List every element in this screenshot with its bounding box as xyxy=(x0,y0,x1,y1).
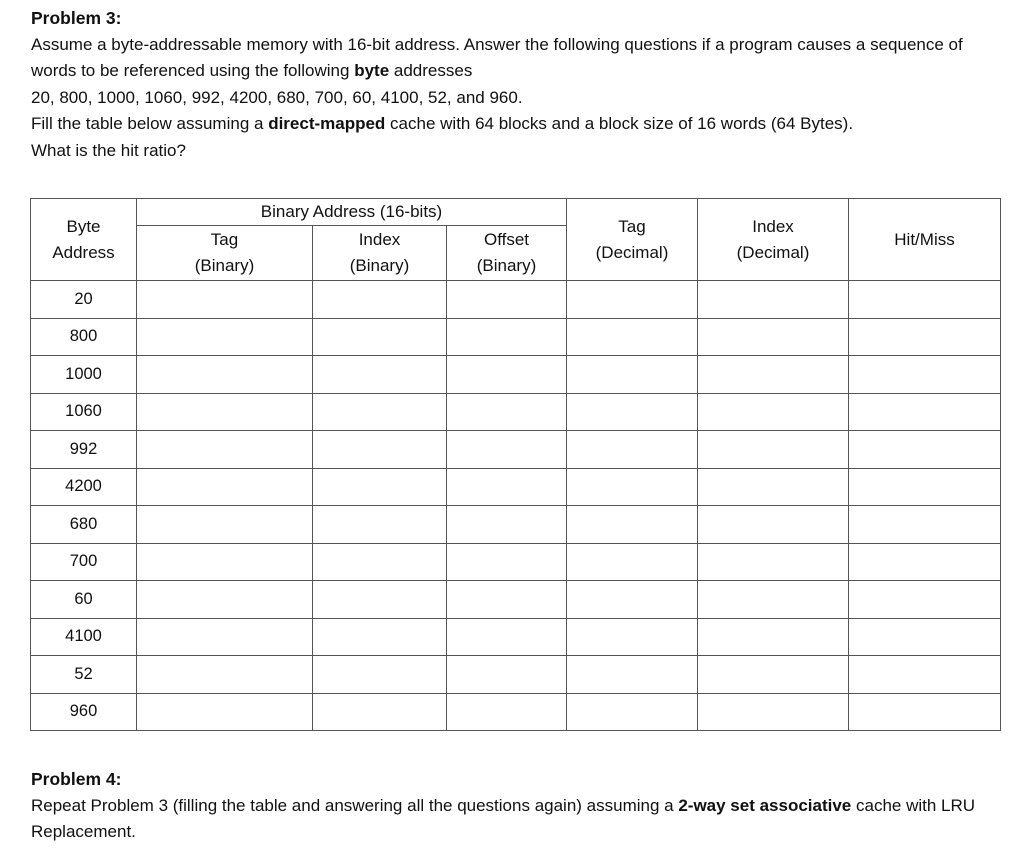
table-row xyxy=(31,356,1001,394)
index-decimal-cell[interactable] xyxy=(698,468,849,506)
tag-binary-header-line1: Tag xyxy=(210,230,239,249)
index-decimal-cell[interactable] xyxy=(698,356,849,394)
fill-text: Fill the table below assuming a xyxy=(31,114,269,133)
index-binary-cell[interactable] xyxy=(313,318,447,356)
hit-miss-cell[interactable] xyxy=(849,506,1001,544)
direct-mapped-emphasis: direct-mapped xyxy=(268,114,386,133)
problem-4-statement xyxy=(31,793,1010,846)
tag-decimal-cell[interactable] xyxy=(567,281,698,319)
byte-address-cell: 960 xyxy=(31,693,137,731)
tag-decimal-cell[interactable] xyxy=(567,656,698,694)
index-binary-cell[interactable] xyxy=(313,468,447,506)
table-row xyxy=(31,431,1001,469)
index-decimal-cell[interactable] xyxy=(698,618,849,656)
hit-miss-cell[interactable] xyxy=(849,281,1001,319)
tag-decimal-cell[interactable] xyxy=(567,393,698,431)
hit-miss-header: Hit/Miss xyxy=(849,199,1001,281)
index-decimal-cell[interactable] xyxy=(698,393,849,431)
table-row xyxy=(31,618,1001,656)
offset-binary-cell[interactable] xyxy=(447,618,567,656)
fill-text-end: cache with 64 blocks and a block size of 16 words (64 Bytes). xyxy=(385,114,854,133)
tag-binary-cell[interactable] xyxy=(137,543,313,581)
index-decimal-cell[interactable] xyxy=(698,318,849,356)
index-binary-cell[interactable] xyxy=(313,656,447,694)
table-row xyxy=(31,506,1001,544)
problem-3-statement xyxy=(31,32,1010,85)
byte-address-cell: 20 xyxy=(31,281,137,319)
tag-decimal-cell[interactable] xyxy=(567,356,698,394)
tag-binary-cell[interactable] xyxy=(137,468,313,506)
byte-address-header-line2: Address xyxy=(52,242,115,262)
fill-instruction xyxy=(31,111,1010,138)
offset-binary-cell[interactable] xyxy=(447,656,567,694)
tag-binary-cell[interactable] xyxy=(137,356,313,394)
index-decimal-header xyxy=(698,199,849,281)
tag-binary-cell[interactable] xyxy=(137,581,313,619)
tag-decimal-cell[interactable] xyxy=(567,581,698,619)
index-decimal-header-line2: (Decimal) xyxy=(736,242,810,262)
table-row xyxy=(31,468,1001,506)
offset-binary-cell[interactable] xyxy=(447,543,567,581)
index-binary-cell[interactable] xyxy=(313,693,447,731)
cache-table-body xyxy=(31,281,1001,731)
tag-decimal-header-line2: (Decimal) xyxy=(595,242,669,262)
tag-decimal-header xyxy=(567,199,698,281)
problem-4 xyxy=(31,766,1010,846)
offset-binary-header xyxy=(447,226,567,281)
tag-decimal-cell[interactable] xyxy=(567,618,698,656)
p4-text-end: cache with LRU Replacement. xyxy=(31,795,976,841)
index-binary-cell[interactable] xyxy=(313,281,447,319)
offset-binary-cell[interactable] xyxy=(447,581,567,619)
problem-3-heading: Problem 3: xyxy=(31,8,122,28)
byte-emphasis: byte xyxy=(354,61,390,80)
table-row xyxy=(31,543,1001,581)
byte-address-header xyxy=(31,199,137,281)
byte-address-cell: 4200 xyxy=(31,468,137,506)
table-row xyxy=(31,693,1001,731)
byte-address-cell: 60 xyxy=(31,581,137,619)
tag-binary-cell[interactable] xyxy=(137,693,313,731)
hit-miss-cell[interactable] xyxy=(849,581,1001,619)
tag-binary-cell[interactable] xyxy=(137,506,313,544)
index-binary-cell[interactable] xyxy=(313,506,447,544)
offset-binary-header-line1: Offset xyxy=(483,230,530,249)
tag-decimal-header-line1: Tag xyxy=(618,216,646,236)
cache-table xyxy=(30,198,1001,731)
offset-binary-cell[interactable] xyxy=(447,506,567,544)
tag-decimal-cell[interactable] xyxy=(567,468,698,506)
tag-binary-cell[interactable] xyxy=(137,618,313,656)
byte-address-header-line1: Byte xyxy=(66,216,101,236)
hit-miss-cell[interactable] xyxy=(849,693,1001,731)
offset-binary-cell[interactable] xyxy=(447,281,567,319)
index-decimal-header-line1: Index xyxy=(752,216,794,236)
index-binary-cell[interactable] xyxy=(313,581,447,619)
hit-miss-cell[interactable] xyxy=(849,468,1001,506)
offset-binary-header-line2: (Binary) xyxy=(476,256,537,275)
table-row xyxy=(31,281,1001,319)
table-row xyxy=(31,581,1001,619)
table-row xyxy=(31,393,1001,431)
hit-miss-cell[interactable] xyxy=(849,431,1001,469)
tag-binary-header xyxy=(137,226,313,281)
hit-miss-cell[interactable] xyxy=(849,656,1001,694)
tag-binary-cell[interactable] xyxy=(137,656,313,694)
hit-miss-cell[interactable] xyxy=(849,543,1001,581)
problem-4-heading: Problem 4: xyxy=(31,769,122,789)
hit-miss-cell[interactable] xyxy=(849,318,1001,356)
statement-text-end: addresses xyxy=(389,61,473,80)
index-decimal-cell[interactable] xyxy=(698,543,849,581)
index-binary-cell[interactable] xyxy=(313,356,447,394)
offset-binary-cell[interactable] xyxy=(447,393,567,431)
byte-address-cell: 800 xyxy=(31,318,137,356)
tag-decimal-cell[interactable] xyxy=(567,431,698,469)
tag-decimal-cell[interactable] xyxy=(567,506,698,544)
hit-miss-cell[interactable] xyxy=(849,356,1001,394)
byte-address-cell: 1000 xyxy=(31,356,137,394)
tag-decimal-cell[interactable] xyxy=(567,693,698,731)
index-binary-cell[interactable] xyxy=(313,431,447,469)
p4-text: Repeat Problem 3 (filling the table and answering all the questions again) assuming a xyxy=(31,795,679,815)
tag-decimal-cell[interactable] xyxy=(567,543,698,581)
offset-binary-cell[interactable] xyxy=(447,431,567,469)
index-decimal-cell[interactable] xyxy=(698,656,849,694)
offset-binary-cell[interactable] xyxy=(447,318,567,356)
byte-address-cell: 700 xyxy=(31,543,137,581)
index-decimal-cell[interactable] xyxy=(698,431,849,469)
table-row xyxy=(31,318,1001,356)
byte-address-cell: 4100 xyxy=(31,618,137,656)
offset-binary-cell[interactable] xyxy=(447,693,567,731)
index-binary-header-line2: (Binary) xyxy=(349,256,410,275)
index-binary-cell[interactable] xyxy=(313,543,447,581)
byte-address-cell: 680 xyxy=(31,506,137,544)
byte-address-cell: 52 xyxy=(31,656,137,694)
index-decimal-cell[interactable] xyxy=(698,693,849,731)
set-associative-emphasis: 2-way set associative xyxy=(678,795,852,815)
index-binary-header-line1: Index xyxy=(358,230,401,249)
index-binary-cell[interactable] xyxy=(313,393,447,431)
address-list: 20, 800, 1000, 1060, 992, 4200, 680, 700, 60, 4100, 52, and 960. xyxy=(31,87,523,107)
tag-binary-header-line2: (Binary) xyxy=(194,256,255,275)
hit-miss-cell[interactable] xyxy=(849,618,1001,656)
tag-binary-cell[interactable] xyxy=(137,431,313,469)
byte-address-cell: 1060 xyxy=(31,393,137,431)
index-binary-cell[interactable] xyxy=(313,618,447,656)
tag-decimal-cell[interactable] xyxy=(567,318,698,356)
tag-binary-cell[interactable] xyxy=(137,281,313,319)
offset-binary-cell[interactable] xyxy=(447,356,567,394)
index-decimal-cell[interactable] xyxy=(698,281,849,319)
index-decimal-cell[interactable] xyxy=(698,581,849,619)
index-decimal-cell[interactable] xyxy=(698,506,849,544)
tag-binary-cell[interactable] xyxy=(137,318,313,356)
tag-binary-cell[interactable] xyxy=(137,393,313,431)
hit-ratio-question: What is the hit ratio? xyxy=(31,140,186,160)
index-binary-header xyxy=(313,226,447,281)
offset-binary-cell[interactable] xyxy=(447,468,567,506)
problem-3 xyxy=(31,5,1010,164)
hit-miss-cell[interactable] xyxy=(849,393,1001,431)
binary-address-header: Binary Address (16-bits) xyxy=(137,199,567,226)
byte-address-cell: 992 xyxy=(31,431,137,469)
statement-text: Assume a byte-addressable memory with 16-bit address. Answer the following questions if a program causes a sequence of words to be referenced using the following xyxy=(31,34,963,80)
table-row xyxy=(31,656,1001,694)
